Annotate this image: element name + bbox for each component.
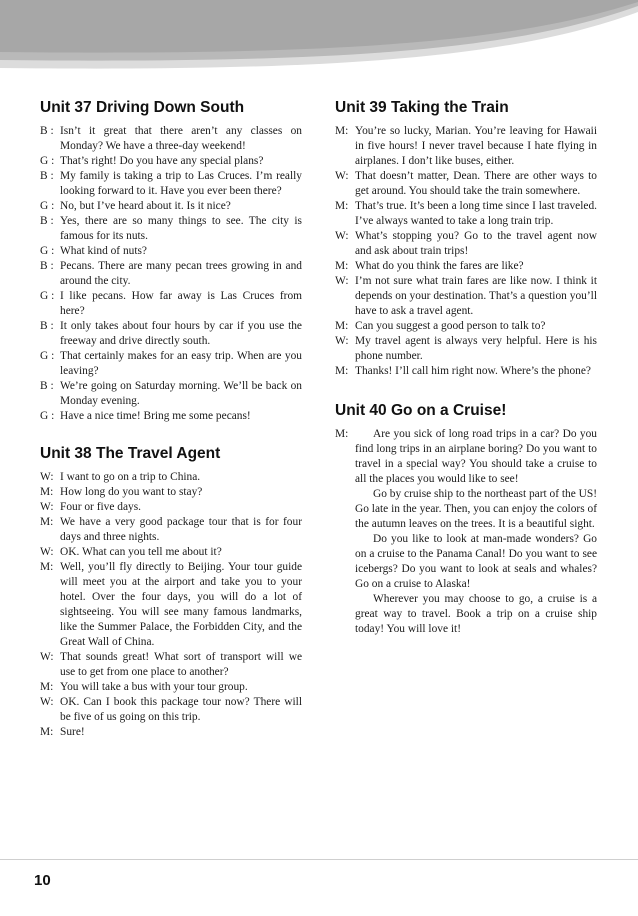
line-text: Four or five days. <box>60 501 141 513</box>
unit-40 <box>335 401 597 637</box>
footer-rule <box>0 859 638 860</box>
dialogue-line <box>335 124 597 169</box>
paragraph: Are you sick of long road trips in a car? Do you find long trips in an airplane boring? Do you want to travel in a special way? You should take a cruise to all the places you would like to see! <box>355 428 597 485</box>
unit-38-dialogue <box>40 470 302 740</box>
line-text: How long do you want to stay? <box>60 486 203 498</box>
speaker-label: M: <box>335 260 349 272</box>
speaker-label: M: <box>40 516 54 528</box>
line-text: Pecans. There are many pecan trees growing in and around the city. <box>60 260 302 287</box>
line-text: What’s stopping you? Go to the travel agent now and ask about train trips! <box>355 230 597 257</box>
dialogue-line <box>40 124 302 154</box>
unit-37-title: Unit 37 Driving Down South <box>40 99 245 116</box>
line-text: I’m not sure what train fares are like now. I think it depends on your destination. That’s a question you’ll have to ask a travel agent. <box>355 275 597 317</box>
paragraph: Wherever you may choose to go, a cruise is a great way to travel. Book a trip on a cruise ship today! You will love it! <box>355 593 597 635</box>
line-text: Well, you’ll fly directly to Beijing. Your tour guide will meet you at the airport and take you to your hotel. Over the four days, you will do a lot of sightseeing. You will see many famous landmarks, like the Summer Palace, the Forbidden City, and the Great Wall of China. <box>60 561 302 648</box>
line-text: We have a very good package tour that is for four days and three nights. <box>60 516 302 543</box>
line-text: What do you think the fares are like? <box>355 260 524 272</box>
unit-38 <box>40 444 302 740</box>
line-text: That’s right! Do you have any special plans? <box>60 155 264 167</box>
line-text: I want to go on a trip to China. <box>60 471 201 483</box>
line-text: My family is taking a trip to Las Cruces. I’m really looking forward to it. Have you ever been there? <box>60 170 302 197</box>
speaker-label: B : <box>40 170 54 182</box>
line-text: That doesn’t matter, Dean. There are other ways to get around. You should take the train somewhere. <box>355 170 597 197</box>
speaker-label: G : <box>40 155 55 167</box>
line-text: Have a nice time! Bring me some pecans! <box>60 410 251 422</box>
dialogue-line <box>335 229 597 259</box>
speaker-label: W: <box>335 230 349 242</box>
line-text: Isn’t it great that there aren’t any classes on Monday? We have a three-day weekend! <box>60 125 302 152</box>
speaker-label: M: <box>40 726 54 738</box>
monologue-text <box>355 427 597 637</box>
line-text: We’re going on Saturday morning. We’ll be back on Monday evening. <box>60 380 302 407</box>
line-text: OK. Can I book this package tour now? There will be five of us going on this trip. <box>60 696 302 723</box>
speaker-label: B : <box>40 380 54 392</box>
speaker-label: W: <box>40 546 54 558</box>
speaker-label: B : <box>40 125 54 137</box>
speaker-label: G : <box>40 245 55 257</box>
paragraph: Do you like to look at man-made wonders? Go on a cruise to the Panama Canal! Do you want to see icebergs? Do you want to look at seals and whales? Go on a cruise to Alaska! <box>355 533 597 590</box>
unit-39-dialogue <box>335 124 597 379</box>
line-text: OK. What can you tell me about it? <box>60 546 222 558</box>
line-text: Can you suggest a good person to talk to? <box>355 320 546 332</box>
unit-39 <box>335 98 597 379</box>
dialogue-line <box>335 319 597 334</box>
speaker-label: G : <box>40 200 55 212</box>
speaker-label: W: <box>335 170 349 182</box>
dialogue-line <box>40 214 302 244</box>
speaker-label: W: <box>40 471 54 483</box>
dialogue-line <box>40 695 302 725</box>
unit-40-title: Unit 40 Go on a Cruise! <box>335 402 507 419</box>
dialogue-line <box>40 379 302 409</box>
dialogue-line <box>40 560 302 650</box>
line-text: No, but I’ve heard about it. Is it nice? <box>60 200 231 212</box>
speaker-label: M: <box>335 320 349 332</box>
line-text: Sure! <box>60 726 85 738</box>
line-text: I like pecans. How far away is Las Cruces from here? <box>60 290 302 317</box>
speaker-label: W: <box>40 501 54 513</box>
line-text: You’re so lucky, Marian. You’re leaving for Hawaii in five hours! I never travel because I hate flying in airplanes. I don’t like buses, either. <box>355 125 597 167</box>
line-text: What kind of nuts? <box>60 245 147 257</box>
dialogue-line <box>40 289 302 319</box>
line-text: It only takes about four hours by car if you use the freeway and drive directly south. <box>60 320 302 347</box>
dialogue-line <box>40 500 302 515</box>
speaker-label: W: <box>335 335 349 347</box>
unit-39-title: Unit 39 Taking the Train <box>335 99 509 116</box>
speaker-label: M: <box>40 486 54 498</box>
dialogue-line <box>40 319 302 349</box>
line-text: Yes, there are so many things to see. The city is famous for its nuts. <box>60 215 302 242</box>
unit-37-dialogue <box>40 124 302 424</box>
line-text: That’s true. It’s been a long time since I last traveled. I’ve always wanted to take a long train trip. <box>355 200 597 227</box>
speaker-label: M: <box>335 428 349 440</box>
speaker-label: M: <box>335 200 349 212</box>
line-text: Thanks! I’ll call him right now. Where’s the phone? <box>355 365 591 377</box>
dialogue-line <box>335 364 597 379</box>
dialogue-line <box>40 725 302 740</box>
dialogue-line <box>40 515 302 545</box>
line-text: You will take a bus with your tour group. <box>60 681 248 693</box>
dialogue-line <box>335 169 597 199</box>
left-column <box>40 98 302 757</box>
dialogue-line <box>40 409 302 424</box>
dialogue-line <box>335 334 597 364</box>
speaker-label: B : <box>40 215 54 227</box>
line-text: That certainly makes for an easy trip. When are you leaving? <box>60 350 302 377</box>
dialogue-line <box>40 485 302 500</box>
unit-38-title: Unit 38 The Travel Agent <box>40 445 221 462</box>
dialogue-line <box>40 680 302 695</box>
dialogue-line <box>40 545 302 560</box>
dialogue-line <box>335 274 597 319</box>
line-text: That sounds great! What sort of transport will we use to get from one place to another? <box>60 651 302 678</box>
dialogue-line <box>40 349 302 379</box>
speaker-label: W: <box>40 651 54 663</box>
dialogue-line <box>40 650 302 680</box>
speaker-label: M: <box>40 561 54 573</box>
dialogue-line <box>40 169 302 199</box>
paragraph: Go by cruise ship to the northeast part of the US! Go late in the year. Then, you can enjoy the colors of the autumn leaves on the trees. It is a beautiful sight. <box>355 488 597 530</box>
unit-37 <box>40 98 302 424</box>
dialogue-line <box>40 244 302 259</box>
speaker-label: B : <box>40 260 54 272</box>
dialogue-line <box>335 199 597 229</box>
speaker-label: M: <box>335 125 349 137</box>
dialogue-line <box>335 259 597 274</box>
speaker-label: W: <box>40 696 54 708</box>
speaker-label: G : <box>40 290 55 302</box>
dialogue-line <box>40 199 302 214</box>
speaker-label: G : <box>40 410 55 422</box>
speaker-label: M: <box>40 681 54 693</box>
dialogue-line <box>40 154 302 169</box>
dialogue-line <box>40 470 302 485</box>
line-text: My travel agent is always very helpful. Here is his phone number. <box>355 335 597 362</box>
speaker-label: W: <box>335 275 349 287</box>
dialogue-line <box>40 259 302 289</box>
header-decoration <box>0 0 638 78</box>
speaker-label: B : <box>40 320 54 332</box>
right-column <box>335 98 597 654</box>
monologue <box>335 427 597 637</box>
speaker-label: G : <box>40 350 55 362</box>
page-number: 10 <box>34 872 51 889</box>
speaker-label: M: <box>335 365 349 377</box>
